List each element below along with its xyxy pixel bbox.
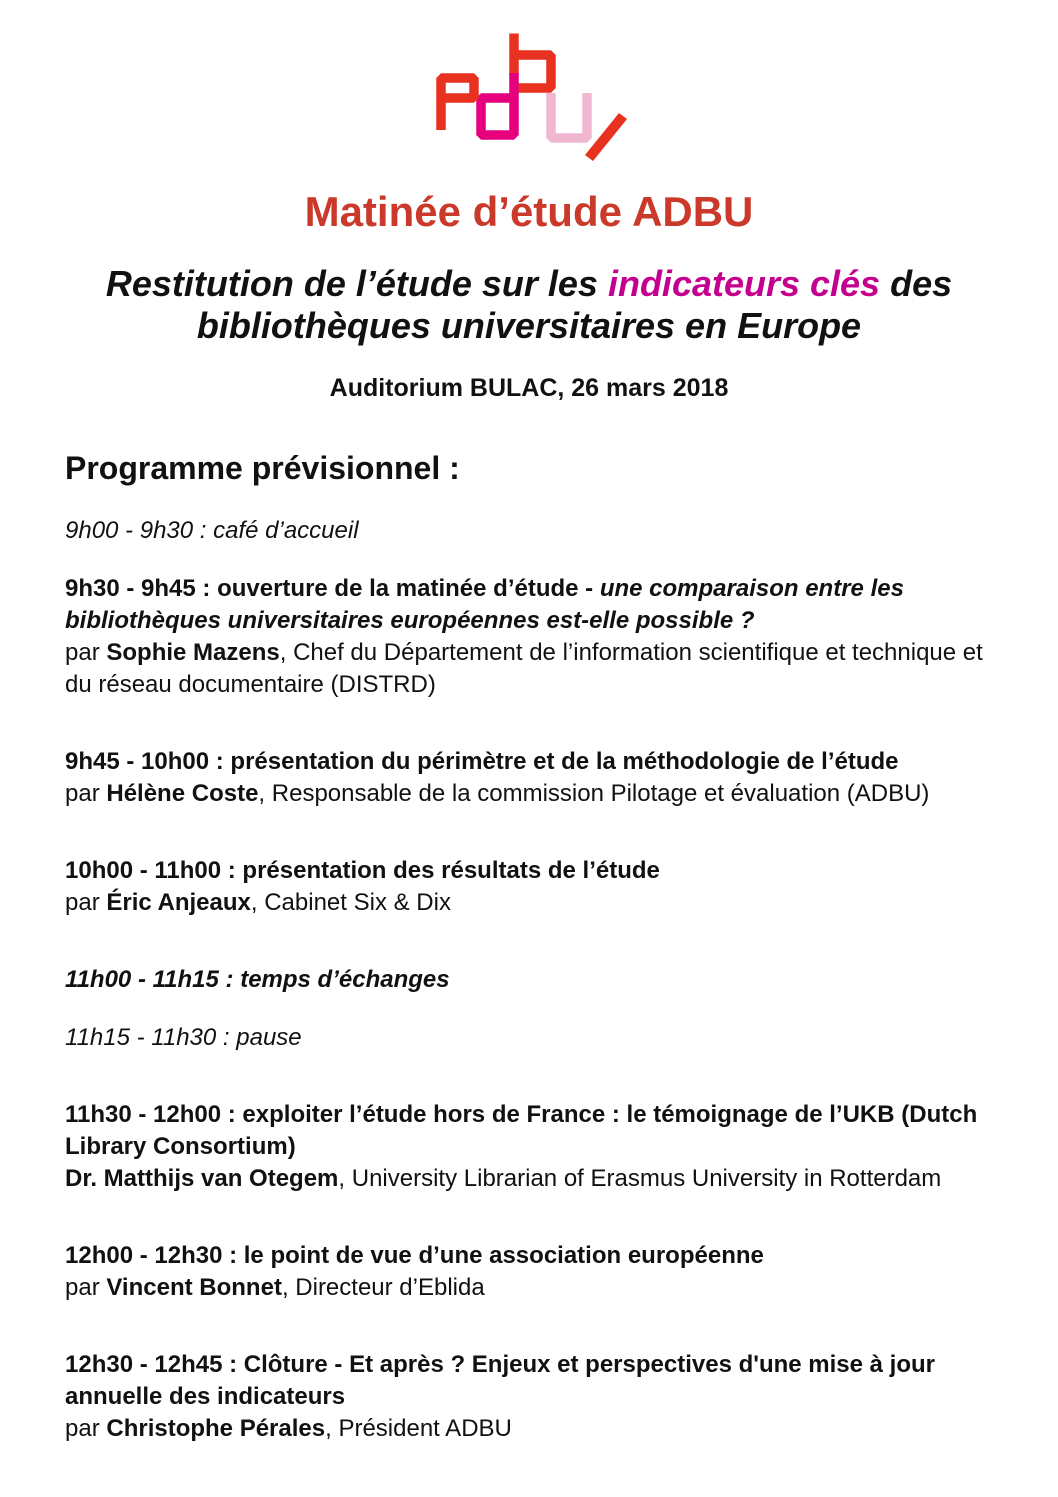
subtitle-highlight: indicateurs clés: [607, 263, 881, 304]
session-title-line: [65, 746, 1000, 778]
logo-letter-b: [514, 34, 551, 89]
session-title-line: [65, 1099, 1000, 1163]
logo-letter-d: [481, 73, 514, 135]
session-title: 9h30 - 9h45 : ouverture de la matinée d’étude -: [65, 575, 600, 602]
speaker-line: [65, 1272, 1000, 1304]
program-item-association: [65, 1240, 1000, 1304]
program-item-ukb: [65, 1099, 1000, 1195]
speaker-role: , Responsable de la commission Pilotage et évaluation (ADBU): [258, 780, 930, 807]
program-section: [65, 449, 1000, 1445]
venue-date: Auditorium BULAC, 26 mars 2018: [329, 374, 729, 402]
session-title-line: [65, 1349, 1000, 1413]
speaker-name: Vincent Bonnet: [106, 1274, 282, 1301]
speaker-name: Sophie Mazens: [106, 639, 280, 666]
speaker-line: [65, 1163, 1000, 1195]
speaker-line: [65, 637, 1000, 701]
subtitle-part1: Restitution de l’étude sur les: [105, 263, 608, 304]
speaker-line: [65, 778, 1000, 810]
adbu-logo-graphic: [429, 30, 629, 165]
session-title: 12h30 - 12h45 : Clôture - Et après ? Enjeux et perspectives d'une mise à jour annuelle des indicateurs: [65, 1351, 935, 1410]
speaker-prefix: par: [65, 1415, 107, 1442]
speaker-prefix: par: [65, 639, 107, 666]
speaker-role: , Chef du Département de l’information scientifique et technique et du réseau documentaire (DISTRD): [65, 639, 983, 698]
adbu-logo: [429, 30, 629, 165]
logo-letter-u: [551, 93, 587, 138]
speaker-role: , Président ADBU: [325, 1415, 512, 1442]
speaker-name: Hélène Coste: [106, 780, 259, 807]
speaker-prefix: par: [65, 889, 107, 916]
session-title: 10h00 - 11h00 : présentation des résultats de l’étude: [65, 857, 660, 884]
session-time-note: 9h00 - 9h30 : café d’accueil: [65, 517, 359, 544]
program-item-resultats: [65, 855, 1000, 919]
program-heading: Programme prévisionnel :: [65, 450, 460, 486]
speaker-line: [65, 887, 1000, 919]
program-item-cafe: [65, 515, 1000, 547]
speaker-role: , University Librarian of Erasmus University in Rotterdam: [338, 1165, 942, 1192]
page-title: Matinée d’étude ADBU: [304, 188, 754, 235]
program-item-pause: [65, 1022, 1000, 1054]
speaker-name: Éric Anjeaux: [106, 889, 251, 916]
speaker-role: , Cabinet Six & Dix: [250, 889, 451, 916]
session-time-note: 11h15 - 11h30 : pause: [65, 1024, 302, 1051]
session-title-em: une comparaison entre les bibliothèques universitaires européennes est-elle possible ?: [65, 575, 904, 634]
logo-letter-a: [441, 78, 474, 130]
speaker-role: , Directeur d’Eblida: [281, 1274, 485, 1301]
session-time-note: 11h00 - 11h15 : temps d’échanges: [65, 966, 450, 993]
session-title-line: [65, 573, 1000, 637]
speaker-line: [65, 1413, 1000, 1445]
session-title: 9h45 - 10h00 : présentation du périmètre et de la méthodologie de l’étude: [65, 748, 899, 775]
program-item-ouverture: [65, 573, 1000, 701]
program-item-cloture: [65, 1349, 1000, 1445]
subtitle-part2: des bibliothèques universitaires en Europe: [196, 263, 953, 346]
session-title-line: [65, 1240, 1000, 1272]
speaker-name: Dr. Matthijs van Otegem: [65, 1165, 339, 1192]
session-title: 12h00 - 12h30 : le point de vue d’une association européenne: [65, 1242, 764, 1269]
speaker-name: Christophe Pérales: [106, 1415, 326, 1442]
session-title-line: [65, 855, 1000, 887]
speaker-prefix: par: [65, 1274, 107, 1301]
program-item-methodologie: [65, 746, 1000, 810]
speaker-prefix: par: [65, 780, 107, 807]
subtitle: [39, 263, 1019, 347]
session-title: 11h30 - 12h00 : exploiter l’étude hors de France : le témoignage de l’UKB (Dutch Library Consortium): [65, 1101, 978, 1160]
program-item-echanges: [65, 964, 1000, 996]
